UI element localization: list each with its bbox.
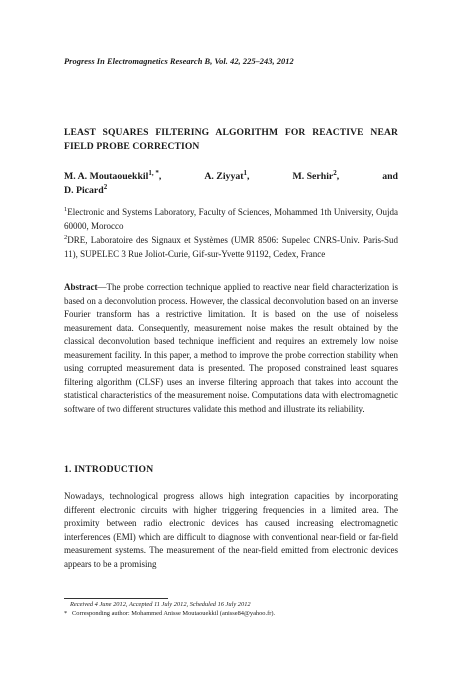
affiliation-2-mark: 2 [64,234,68,241]
author-1-name: M. A. Moutaouekkil [64,171,149,182]
footnote-corresponding-text: Corresponding author: Mohammed Anisse Moutaouekkil (anisse84@yahoo.fr). [72,609,276,617]
footnotes [64,601,398,619]
author-3-affiliation-mark: 2 [333,169,337,177]
journal-header: Progress In Electromagnetics Research B, Vol. 42, 225–243, 2012 [64,57,294,66]
author-4-name: D. Picard [64,185,104,196]
author-1-affiliation-mark: 1, * [148,169,159,177]
affiliation-1-text: Electronic and Systems Laboratory, Faculty of Sciences, Mohammed 1th University, Oujda 60000, Morocco [64,207,398,231]
author-1-separator: , [158,171,162,182]
author-1 [64,170,161,184]
author-conjunction: and [382,171,398,182]
section-heading-introduction: 1. INTRODUCTION [64,464,154,475]
introduction-paragraph: Nowadays, technological progress allows high integration capacities by incorporating different electronic circuits with higher triggering frequencies in a limited area. The proximity between radio electronic devices has caused increasing electromagnetic interferences (EMI) which are difficult to diagnose with conventional near-field or far-field measurement systems. The measurement of the near-field emitted from electronic devices appears to be a promising [64,491,398,569]
abstract [64,281,398,416]
author-line [64,170,398,184]
paper-page [64,0,398,680]
author-2 [204,170,249,184]
author-3-separator: , [336,171,340,182]
abstract-dash: — [97,282,107,292]
author-3-name: M. Serhir [292,171,334,182]
footnote-corresponding-author [64,610,398,619]
footnote-received-dates: Received 4 June 2012, Accepted 11 July 2012, Scheduled 16 July 2012 [70,601,251,608]
affiliation-1 [64,206,398,233]
abstract-text: The probe correction technique applied to reactive near field characterization is based on a deconvolution process. However, the classical deconvolution based on an inverse Fourier transform has a restrictive limitation. It is based on the use of noiseless measurement data. Consequently, measurement noise makes the result obtained by the classical deconvolution based technique inefficient and requires an extremely low noise measurement facility. In this paper, a method to improve the probe correction stability when using corrupted measurement data is presented. The proposed constrained least squares filtering algorithm (CLSF) uses an inverse filtering approach that takes into account the statistical characteristics of the measurement noise. Computations data with electromagnetic software of two different structures validate this method and illustrate its reliability. [64,282,398,414]
author-4-affiliation-mark: 2 [103,183,108,191]
author-4 [64,184,398,198]
paper-title: LEAST SQUARES FILTERING ALGORITHM FOR REACTIVE NEAR FIELD PROBE CORRECTION [64,127,398,152]
footnote-star-mark: * [64,609,68,617]
abstract-label: Abstract [64,282,98,292]
footnote-divider [64,598,168,599]
affiliation-2 [64,234,398,261]
author-3 [292,170,339,184]
author-2-affiliation-mark: 1 [243,169,248,177]
affiliation-2-text: DRE, Laboratoire des Signaux et Systèmes (UMR 8506: Supelec CNRS-Univ. Paris-Sud 11), SUPELEC 3 Rue Joliot-Curie, Gif-sur-Yvette 91192, Cedex, France [64,235,398,259]
author-list [64,170,398,198]
author-2-separator: , [247,171,250,182]
affiliation-1-mark: 1 [64,206,68,213]
author-2-name: A. Ziyyat [204,171,244,182]
